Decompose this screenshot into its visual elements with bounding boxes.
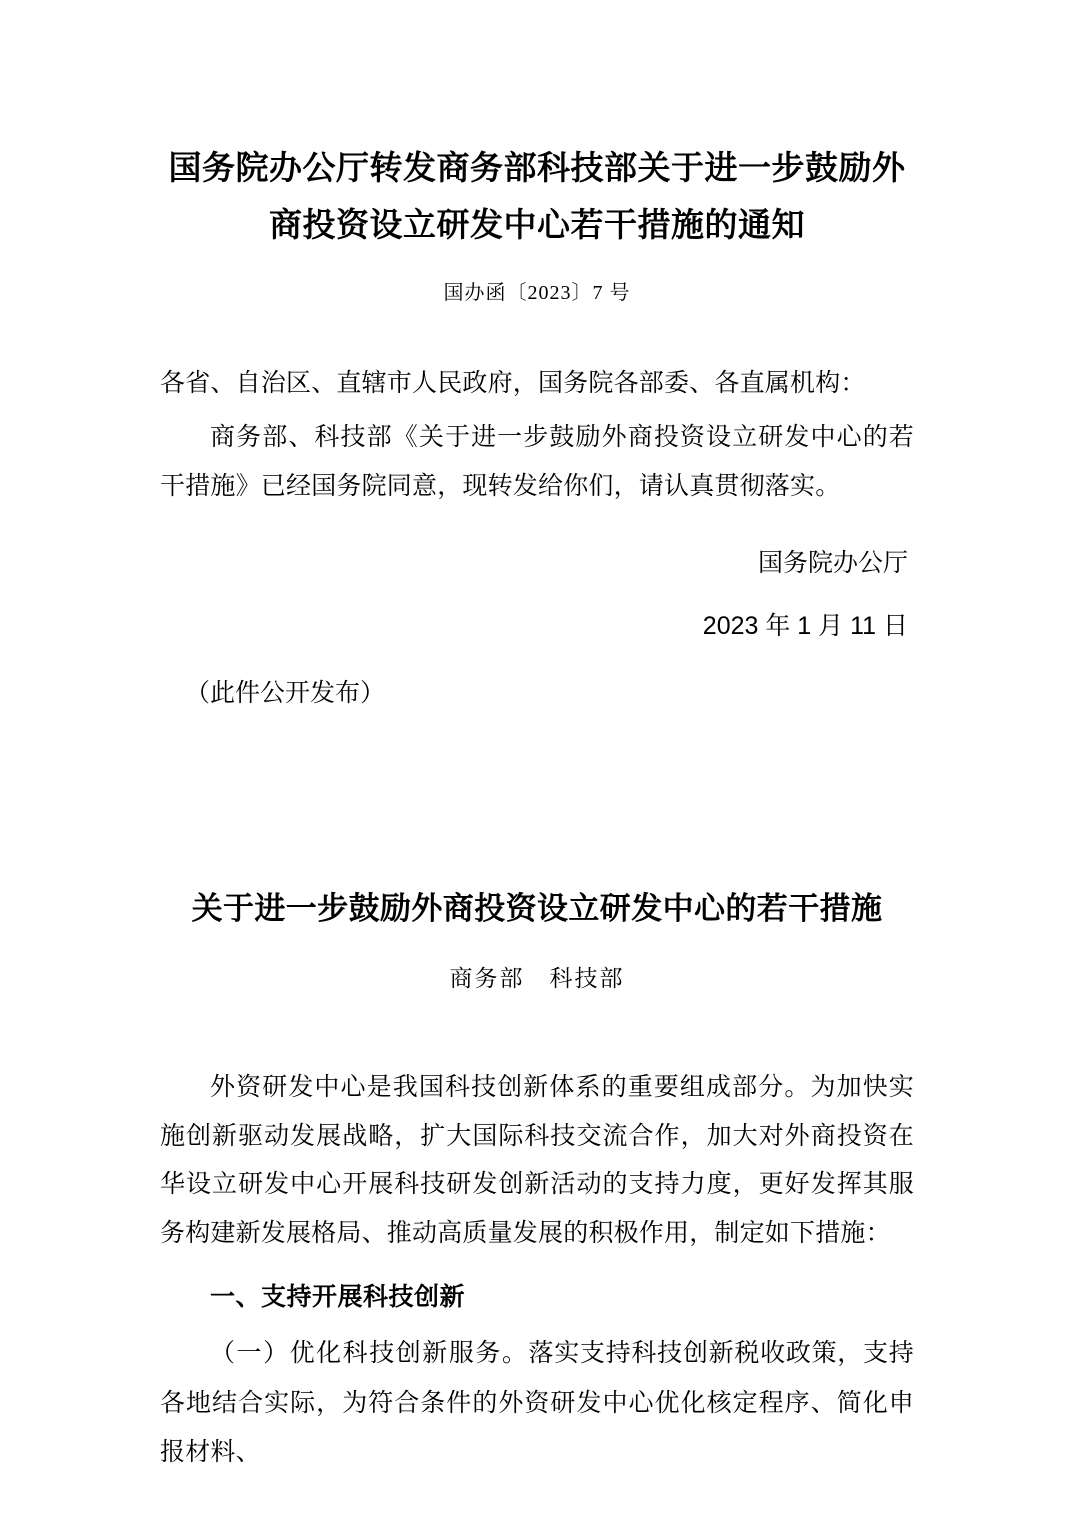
measures-title: 关于进一步鼓励外商投资设立研发中心的若干措施 — [191, 891, 883, 927]
measures-item-one-text: 落实支持科技创新税收政策，支持各地结合实际，为符合条件的外资研发中心优化核定程序、简化申报材料、 — [160, 1339, 914, 1466]
notice-salutation: 各省、自治区、直辖市人民政府，国务院各部委、各直属机构： — [160, 368, 866, 397]
notice-title: 国务院办公厅转发商务部科技部关于进一步鼓励外商投资设立研发中心若干措施的通知 — [168, 149, 906, 243]
signature-organization: 国务院办公厅 — [757, 548, 908, 577]
measures-body — [160, 1063, 914, 1477]
notice-paragraph: 商务部、科技部《关于进一步鼓励外商投资设立研发中心的若干措施》已经国务院同意，现转发给你们，请认真贯彻落实。 — [160, 423, 914, 500]
section-spacer — [160, 741, 914, 859]
measures-item-one — [160, 1329, 914, 1476]
measures-section-one-heading: 一、支持开展科技创新 — [210, 1282, 466, 1311]
notice-body — [160, 359, 914, 511]
notice-signature — [160, 541, 914, 649]
notice-document-number: 国办函〔2023〕7 号 — [443, 281, 631, 304]
measures-preamble: 外资研发中心是我国科技创新体系的重要组成部分。为加快实施创新驱动发展战略，扩大国际科技交流合作，加大对外商投资在华设立研发中心开展科技研发创新活动的支持力度，更好发挥其服务构建新发展格局、推动高质量发展的积极作用，制定如下措施： — [160, 1072, 914, 1248]
measures-authors: 商务部 科技部 — [449, 965, 625, 991]
signature-date: 2023 年 1 月 11 日 — [702, 611, 908, 640]
publish-note: （此件公开发布） — [185, 678, 386, 707]
measures-item-one-lead: （一）优化科技创新服务。 — [210, 1340, 529, 1368]
